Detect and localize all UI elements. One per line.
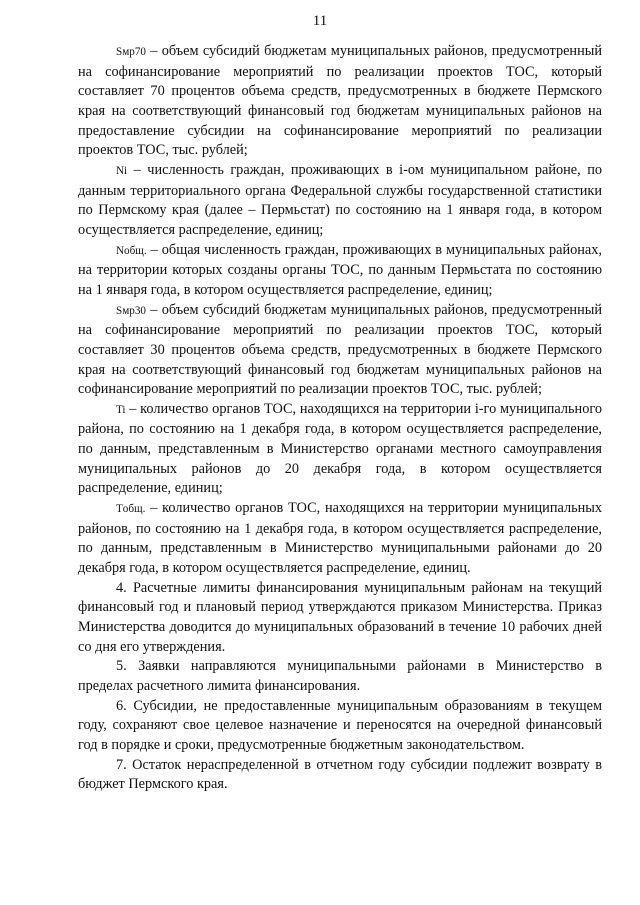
paragraph-nobshch-definition (78, 241, 602, 301)
paragraph-text: 7. Остаток нераспределенной в отчетном году субсидии подлежит возврату в бюджет Пермского края. (78, 756, 602, 793)
paragraph-item-6 (78, 697, 602, 756)
paragraph-text: – количество органов ТОС, находящихся на территории i-го муниципального района, по состоянию на 1 декабря года, в котором осуществляется распределение, по данным, представленным в Министерство органами местного самоуправления муниципальных районов до 20 декабря года, в котором осуществляется распределение, единиц; (78, 400, 602, 497)
paragraph-smr30-definition (78, 301, 602, 400)
paragraph-text: – объем субсидий бюджетам муниципальных районов, предусмотренный на софинансирование мероприятий по реализации проектов ТОС, который составляет 70 процентов объема средств, предусмотренных в бюджете Пермского края на соответствующий финансовый год бюджетам муниципальных районов на предоставление субсидии на софинансирование мероприятий по реализации проектов ТОС, тыс. рублей; (78, 43, 602, 159)
paragraph-tobshch-definition (78, 499, 602, 579)
paragraph-text: 5. Заявки направляются муниципальными районами в Министерство в пределах расчетного лимита финансирования. (78, 658, 602, 694)
symbol-smr70: Sмр70 (116, 46, 146, 58)
symbol-smr30: Sмр30 (116, 304, 146, 317)
paragraph-ni-definition (78, 161, 602, 241)
paragraph-ti-definition (78, 400, 602, 499)
symbol-ni: Ni (116, 164, 128, 177)
symbol-tobshch: Tобщ. (116, 503, 146, 516)
paragraph-text: 6. Субсидии, не предоставленные муниципальным образованиям в текущем году, сохраняют свое целевое назначение и переносятся на очередной финансовый год в порядке и сроки, предусмотренные бюджетным законодательством. (78, 697, 602, 753)
symbol-nobshch: Nобщ. (116, 244, 147, 257)
paragraph-text: – численность граждан, проживающих в i-ом муниципальном районе, по данным территориального органа Федеральной службы государственной статистики по Пермскому края (далее – Пермьстат) по состоянию на 1 января года, в котором осуществляется распределение, единиц; (78, 161, 602, 238)
paragraph-item-4 (78, 579, 602, 658)
paragraph-text: – объем субсидий бюджетам муниципальных районов, предусмотренный на софинансирование мероприятий по реализации проектов ТОС, который составляет 30 процентов объема средств, предусмотренных в бюджете Пермского края на соответствующий финансовый год бюджетам муниципальных районов на софинансирование мероприятий по реализации проектов ТОС, тыс. рублей; (78, 301, 602, 398)
paragraph-text: – общая численность граждан, проживающих в муниципальных районах, на территории которых созданы органы ТОС, по данным Пермьстата по состоянию на 1 января года, в котором осуществляется распределение, единиц; (78, 241, 602, 298)
paragraph-item-5 (78, 657, 602, 696)
symbol-ti: Ti (116, 403, 126, 416)
page-number: 11 (312, 13, 328, 29)
document-body (78, 42, 602, 795)
paragraph-text: – количество органов ТОС, находящихся на территории муниципальных районов, по состоянию на 1 декабря года, в котором осуществляется распределение, по данным, представленным в Министерство муниципальными районами до 20 декабря года, в котором осуществляется распределение, единиц. (78, 500, 602, 577)
paragraph-item-7 (78, 756, 602, 795)
paragraph-text: 4. Расчетные лимиты финансирования муниципальным районам на текущий финансовый год и плановый период утверждаются приказом Министерства. Приказ Министерства доводится до муниципальных образований в течение 10 рабочих дней со дня его утверждения. (78, 579, 602, 655)
paragraph-smr70-definition (78, 42, 602, 161)
